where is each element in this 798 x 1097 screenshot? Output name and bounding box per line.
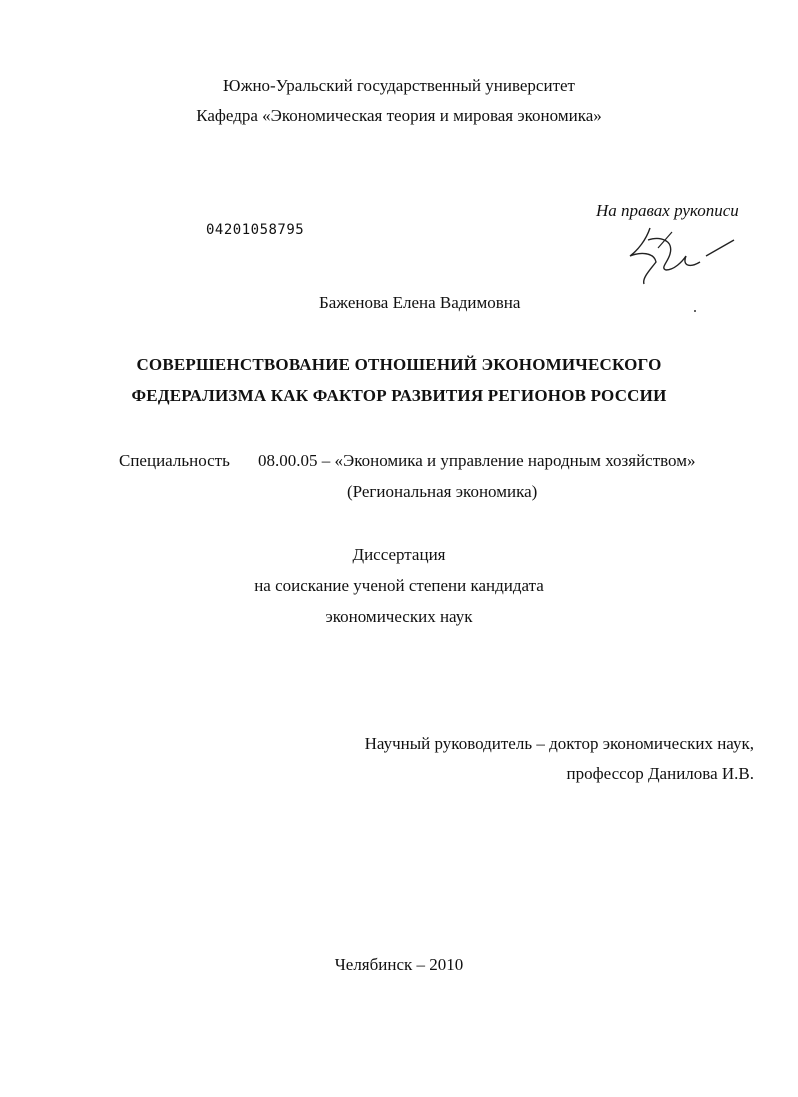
department-name: Кафедра «Экономическая теория и мировая экономика» <box>196 106 602 125</box>
field-line: экономических наук <box>325 607 473 626</box>
speck-mark <box>694 310 696 312</box>
city-year: Челябинск – 2010 <box>334 955 464 974</box>
specialty-label: Специальность <box>119 451 230 470</box>
university-name: Южно-Уральский государственный университет <box>223 76 575 95</box>
degree-line: на соискание ученой степени кандидата <box>254 576 544 595</box>
author-name: Баженова Елена Вадимовна <box>319 293 521 312</box>
advisor-line-1: Научный руководитель – доктор экономических наук, <box>364 734 754 753</box>
catalog-number: 04201058795 <box>206 222 305 238</box>
manuscript-note: На правах рукописи <box>596 201 739 220</box>
signature-icon <box>620 222 740 288</box>
specialty-subvalue: (Региональная экономика) <box>347 482 538 501</box>
title-line-2: ФЕДЕРАЛИЗМА КАК ФАКТОР РАЗВИТИЯ РЕГИОНОВ РОССИИ <box>131 386 667 405</box>
title-line-1: СОВЕРШЕНСТВОВАНИЕ ОТНОШЕНИЙ ЭКОНОМИЧЕСКОГО <box>136 355 662 374</box>
advisor-line-2: профессор Данилова И.В. <box>566 764 754 783</box>
specialty-value: 08.00.05 – «Экономика и управление народным хозяйством» <box>258 451 696 470</box>
dissertation-type: Диссертация <box>352 545 446 564</box>
